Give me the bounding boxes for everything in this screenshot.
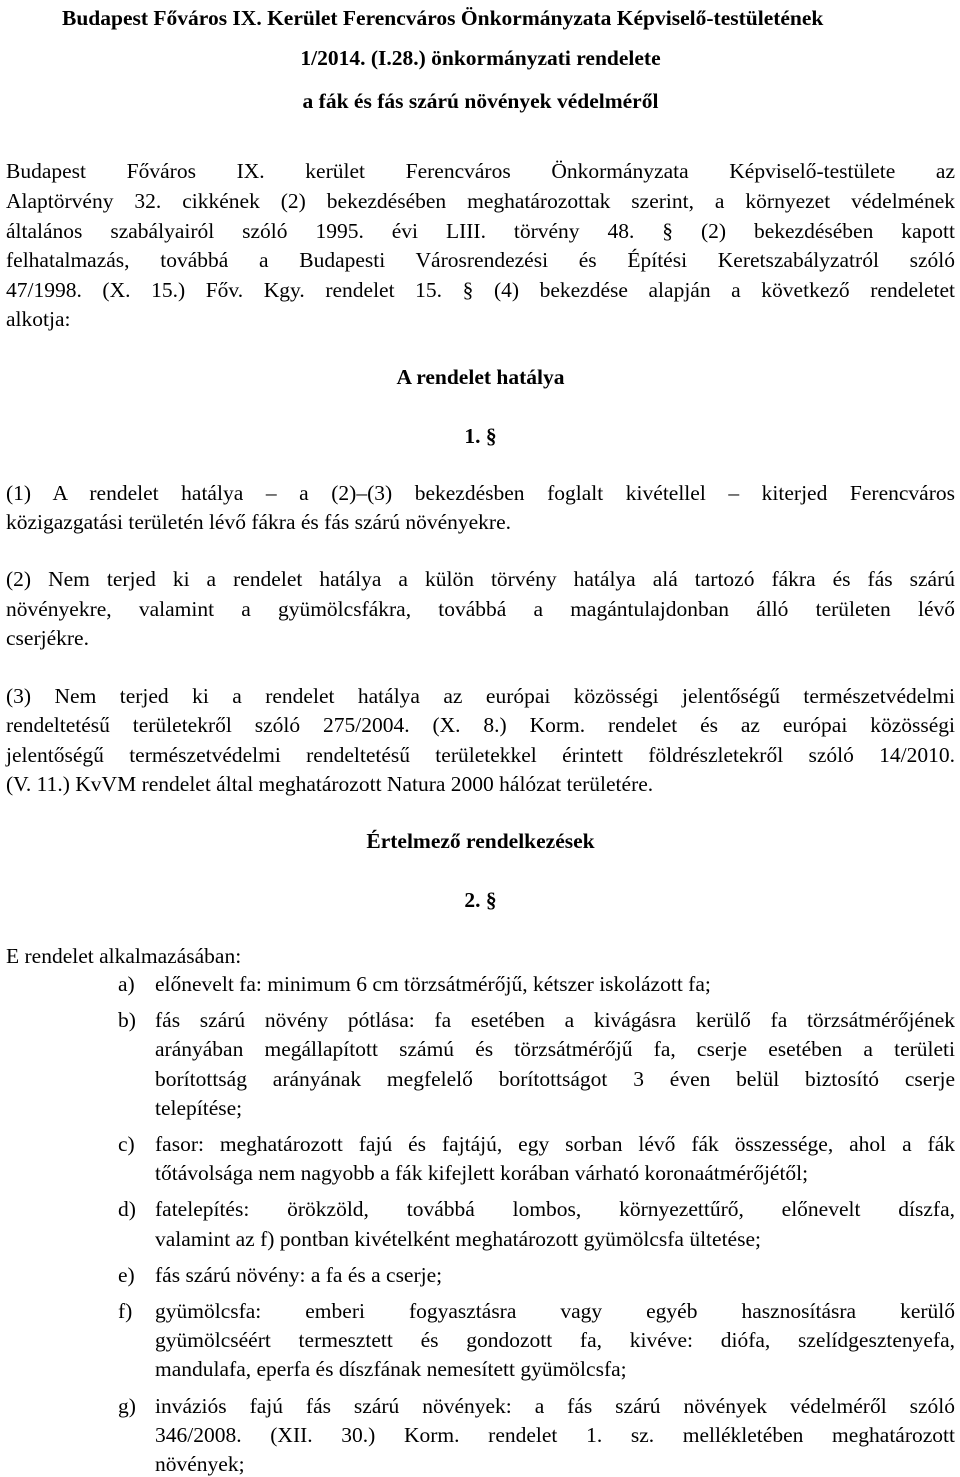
document-title-line-1: Budapest Főváros IX. Kerület Ferencváros Önkormányzata Képviselő-testületének: [62, 6, 824, 30]
section-1-paragraph-3-line: jelentőségű természetvédelmi rendeltetésű területekkel érintett földrészletekről szóló 14/2010.: [6, 743, 955, 767]
definition-item-text-line: mandulafa, eperfa és díszfának nemesített gyümölcsfa;: [155, 1357, 627, 1382]
definition-item-text-line: fás szárú növény: a fa és a cserje;: [155, 1262, 443, 1287]
definition-item-label: d): [118, 1197, 136, 1222]
preamble-line: 47/1998. (X. 15.) Főv. Kgy. rendelet 15. § (4) bekezdése alapján a következő rendeletet: [6, 278, 955, 302]
definition-item-text-line: fatelepítés: örökzöld, továbbá lombos, környezettűrő, előnevelt díszfa,: [155, 1197, 955, 1222]
definition-item-text-line: gyümölcséért termesztett és gondozott fa, kivéve: diófa, szelídgesztenyefa,: [155, 1328, 955, 1353]
section-1-paragraph-2-line: növényekre, valamint a gyümölcsfákra, továbbá a magántulajdonban álló területen lévő: [6, 597, 955, 621]
section-1-paragraph-1-line: közigazgatási területén lévő fákra és fás szárú növényekre.: [6, 510, 512, 534]
section-1-paragraph-3-line: rendeltetésű területekről szóló 275/2004. (X. 8.) Korm. rendelet és az európai közösségi: [6, 713, 955, 737]
section-1-paragraph-2-line: (2) Nem terjed ki a rendelet hatálya a külön törvény hatálya alá tartozó fákra és fás szárú: [6, 567, 955, 591]
definition-item-text-line: inváziós fajú fás szárú növények: a fás szárú növények védelméről szóló: [155, 1393, 955, 1418]
definition-item-text-line: gyümölcsfa: emberi fogyasztásra vagy egyéb hasznosításra kerülő: [155, 1299, 955, 1323]
definition-item-label: c): [118, 1132, 135, 1156]
definition-item-label: g): [118, 1393, 136, 1418]
section-1-paragraph-2-line: cserjékre.: [6, 626, 89, 650]
section-2-title: Értelmező rendelkezések: [366, 829, 595, 853]
definition-item-text-line: valamint az f) pontban kivételként meghatározott gyümölcsfa ültetése;: [155, 1226, 761, 1251]
section-1-title: A rendelet hatálya: [396, 365, 565, 389]
section-1-number: 1. §: [464, 424, 497, 448]
definition-item-text-line: tőtávolsága nem nagyobb a fák kifejlett korában várható koronaátmérőjétől;: [155, 1161, 809, 1186]
preamble-line: felhatalmazás, továbbá a Budapesti Városrendezési és Építési Keretszabályzatról szóló: [6, 248, 955, 272]
definition-item-label: f): [118, 1299, 133, 1323]
section-1-paragraph-1-line: (1) A rendelet hatálya – a (2)–(3) bekezdésben foglalt kivétellel – kiterjed Ferencváros: [6, 481, 955, 505]
definition-item-label: a): [118, 972, 135, 996]
definition-item-label: e): [118, 1262, 135, 1287]
preamble-line: alkotja:: [6, 307, 71, 331]
definition-item-text-line: borítottság arányának megfelelő borítottságot 3 éven belül biztosító cserje: [155, 1066, 955, 1091]
preamble-line: Alaptörvény 32. cikkének (2) bekezdésében meghatározottak szerint, a környezet védelmének: [6, 189, 955, 213]
definition-item-text-line: telepítése;: [155, 1095, 243, 1120]
definition-item-text-line: növények;: [155, 1452, 245, 1476]
section-1-paragraph-3-line: (V. 11.) KvVM rendelet által meghatározott Natura 2000 hálózat területére.: [6, 772, 654, 796]
definition-item-text-line: arányában megállapított számú és törzsátmérőjű fa, cserje esetében a területi: [155, 1037, 955, 1062]
preamble-line: Budapest Főváros IX. kerület Ferencváros Önkormányzata Képviselő-testülete az: [6, 159, 955, 183]
definition-item-text-line: fasor: meghatározott fajú és fajtájú, egy sorban lévő fák összessége, ahol a fák: [155, 1132, 955, 1156]
definition-item-text-line: előnevelt fa: minimum 6 cm törzsátmérőjű, kétszer iskolázott fa;: [155, 972, 711, 996]
definition-item-text-line: 346/2008. (XII. 30.) Korm. rendelet 1. sz. mellékletében meghatározott: [155, 1422, 955, 1447]
document-title-line-2: 1/2014. (I.28.) önkormányzati rendelete: [300, 46, 661, 70]
document-title-line-3: a fák és fás szárú növények védelméről: [302, 89, 659, 113]
section-2-intro: E rendelet alkalmazásában:: [6, 944, 242, 968]
section-2-number: 2. §: [464, 888, 497, 912]
definition-item-label: b): [118, 1008, 136, 1033]
definition-item-text-line: fás szárú növény pótlása: fa esetében a kivágásra kerülő fa törzsátmérőjének: [155, 1008, 955, 1033]
section-1-paragraph-3-line: (3) Nem terjed ki a rendelet hatálya az európai közösségi jelentőségű természetvédelmi: [6, 684, 955, 708]
preamble-line: általános szabályairól szóló 1995. évi LIII. törvény 48. § (2) bekezdésében kapott: [6, 219, 955, 243]
